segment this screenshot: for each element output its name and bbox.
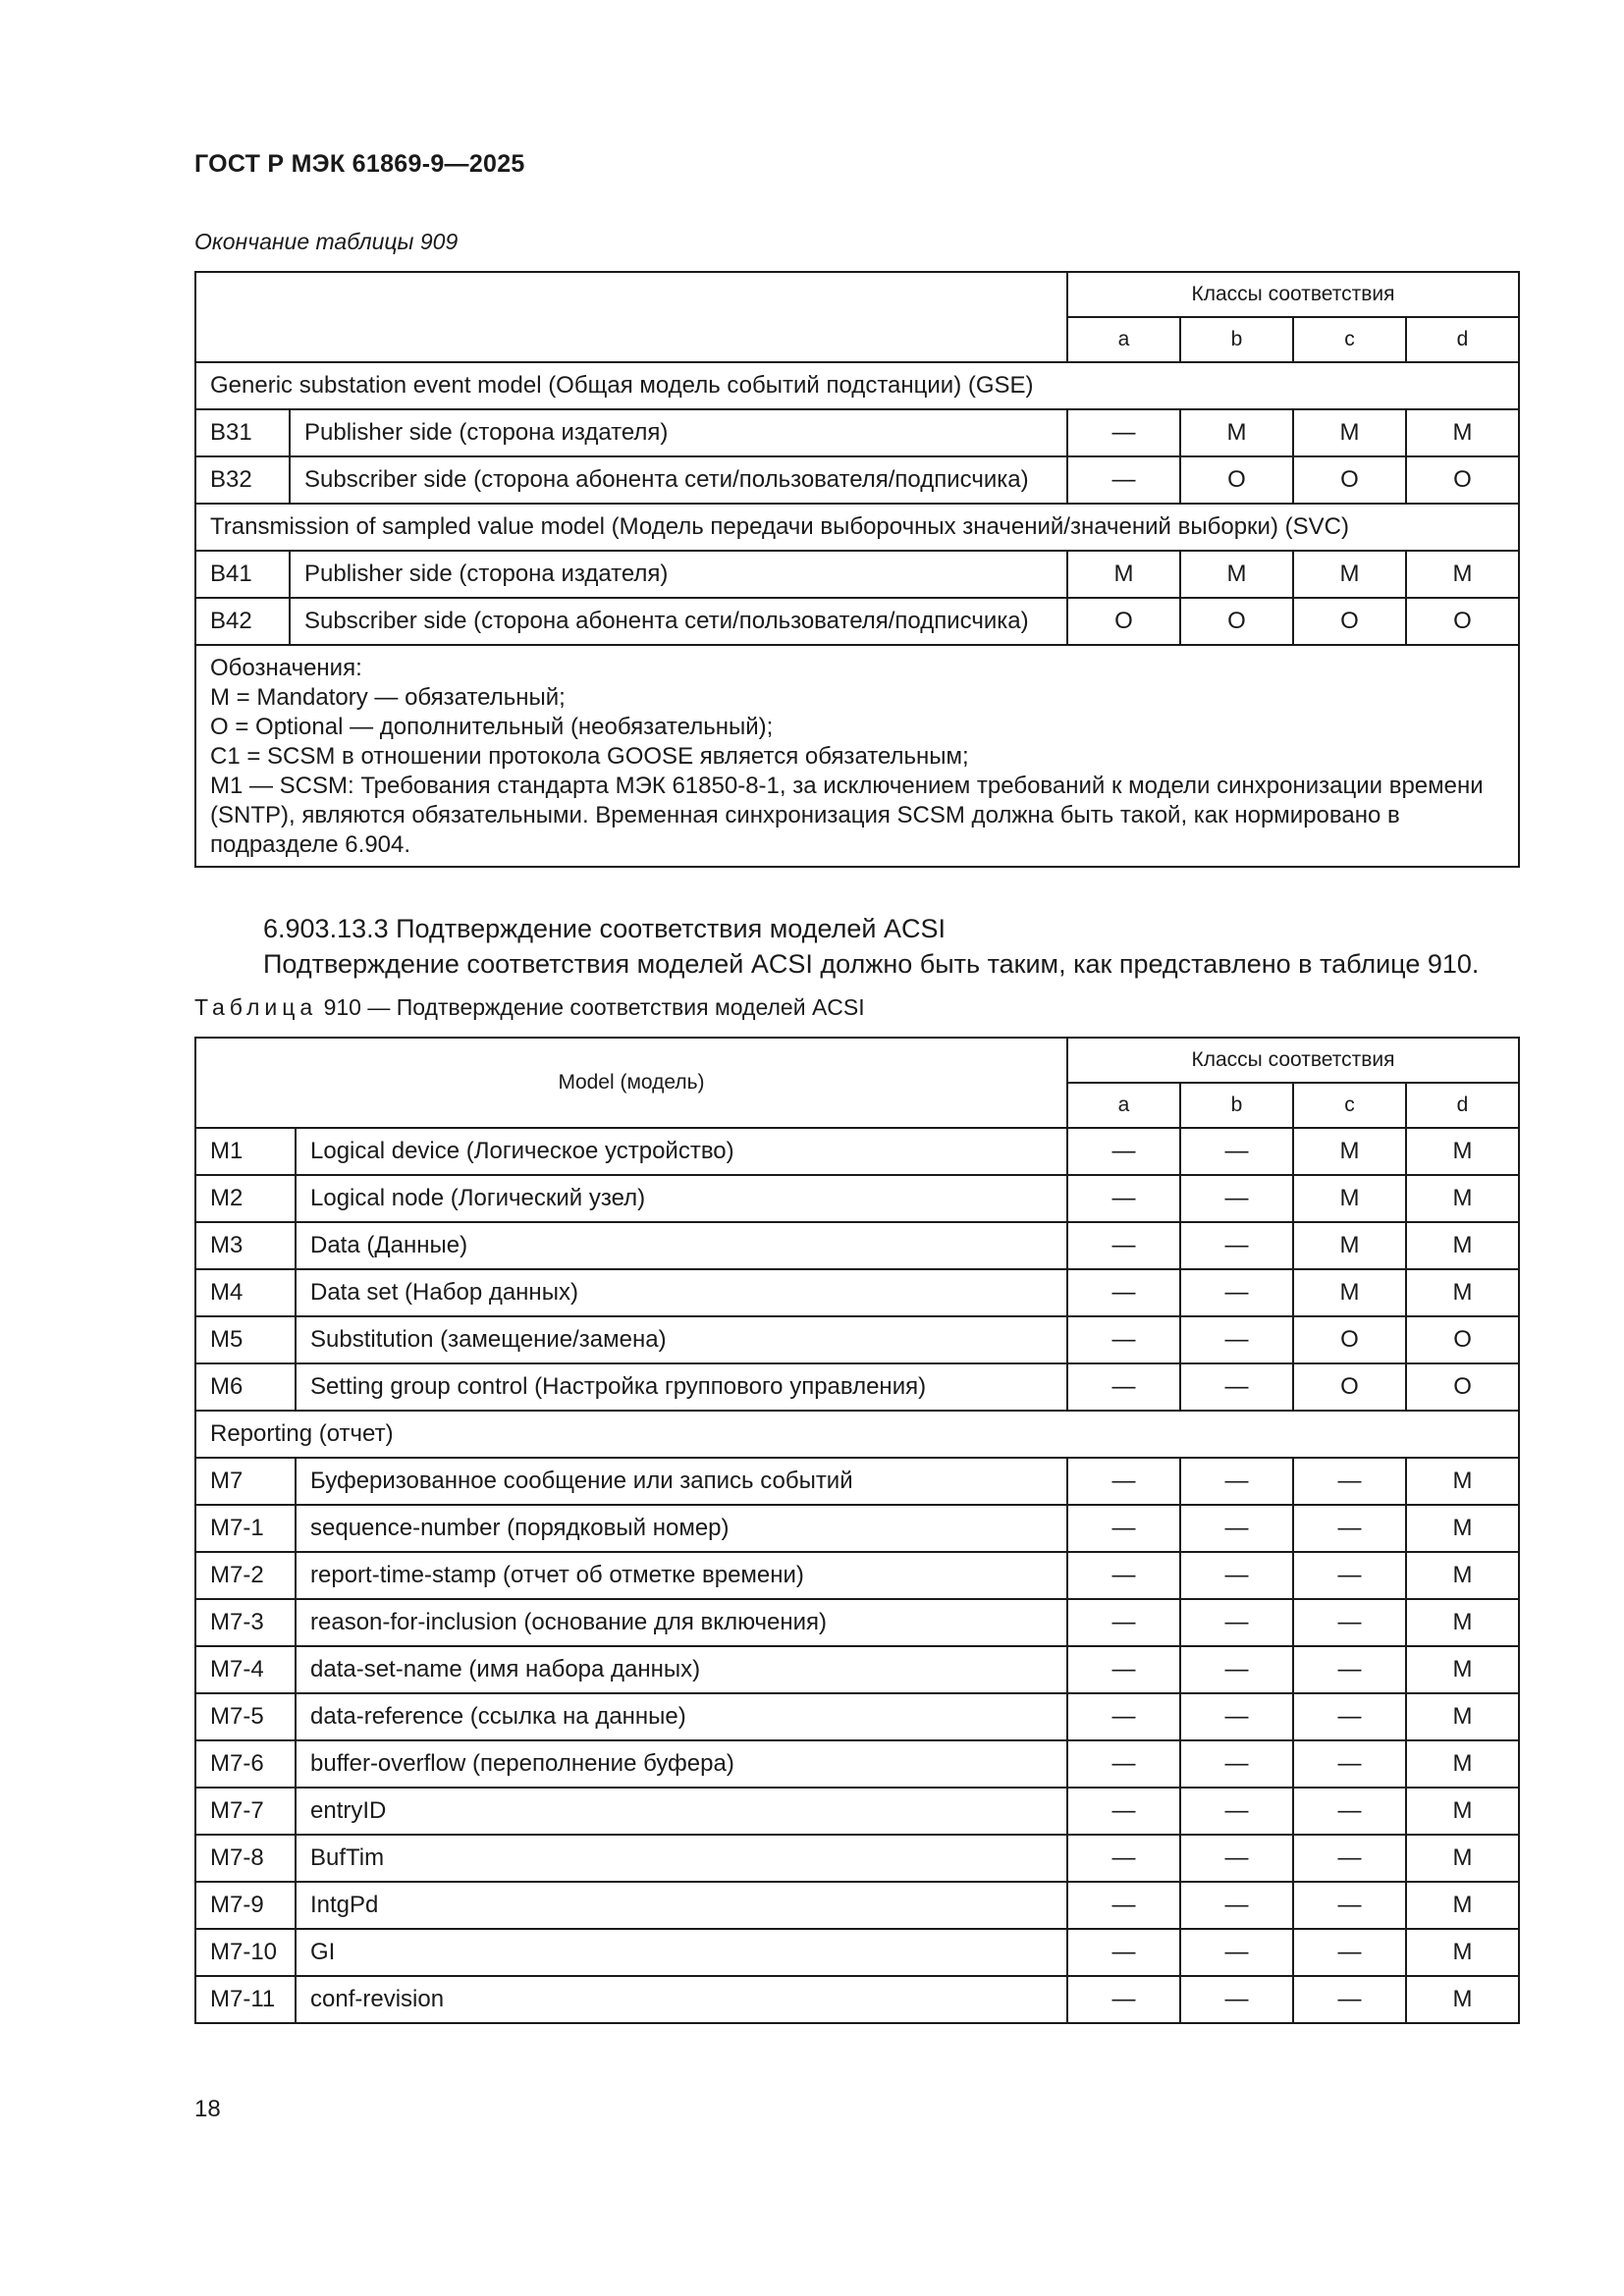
row-description: Data set (Набор данных) (296, 1269, 1067, 1316)
conformance-value: — (1180, 1740, 1293, 1788)
class-label-d: d (1406, 317, 1519, 362)
row-description: Setting group control (Настройка группового управления) (296, 1363, 1067, 1411)
row-description: entryID (296, 1788, 1067, 1835)
table-header-row (195, 272, 1519, 317)
table-row (195, 409, 1519, 456)
row-description: Logical device (Логическое устройство) (296, 1128, 1067, 1175)
row-code: M7-4 (195, 1646, 296, 1693)
table-row (195, 1882, 1519, 1929)
conformance-value: — (1067, 1929, 1180, 1976)
note-line: Обозначения: (210, 655, 362, 681)
conformance-value: M (1406, 1882, 1519, 1929)
classes-header: Классы соответствия (1067, 1038, 1519, 1083)
conformance-value: — (1067, 1693, 1180, 1740)
row-description: Logical node (Логический узел) (296, 1175, 1067, 1222)
table-910-caption-prefix: Таблица (194, 994, 318, 1020)
row-code: M7-8 (195, 1835, 296, 1882)
group-row (195, 1411, 1519, 1458)
class-label-b: b (1180, 1083, 1293, 1128)
conformance-value: — (1293, 1835, 1406, 1882)
conformance-value: — (1293, 1882, 1406, 1929)
conformance-value: — (1067, 1740, 1180, 1788)
table-row (195, 1175, 1519, 1222)
table-row (195, 456, 1519, 504)
table-row (195, 1316, 1519, 1363)
conformance-value: — (1067, 1363, 1180, 1411)
model-header: Model (модель) (195, 1038, 1067, 1128)
conformance-value: — (1180, 1552, 1293, 1599)
table-row (195, 1552, 1519, 1599)
row-description: reason-for-inclusion (основание для включения) (296, 1599, 1067, 1646)
table-row (195, 551, 1519, 598)
notes-row (195, 645, 1519, 867)
table-909-caption: Окончание таблицы 909 (194, 229, 459, 254)
conformance-value: M (1293, 1222, 1406, 1269)
conformance-value: M (1406, 1128, 1519, 1175)
table-row (195, 1646, 1519, 1693)
table-row (195, 1599, 1519, 1646)
conformance-value: — (1067, 1835, 1180, 1882)
conformance-value: — (1067, 409, 1180, 456)
classes-header: Классы соответствия (1067, 272, 1519, 317)
row-code: M1 (195, 1128, 296, 1175)
class-label-a: a (1067, 1083, 1180, 1128)
group-title: Generic substation event model (Общая модель событий подстанции) (GSE) (195, 362, 1519, 409)
row-description: data-reference (ссылка на данные) (296, 1693, 1067, 1740)
row-code: M7-9 (195, 1882, 296, 1929)
conformance-value: M (1406, 1269, 1519, 1316)
conformance-value: — (1067, 1505, 1180, 1552)
conformance-value: O (1406, 1316, 1519, 1363)
conformance-value: — (1180, 1693, 1293, 1740)
conformance-value: — (1293, 1740, 1406, 1788)
conformance-value: — (1293, 1552, 1406, 1599)
table-row (195, 1458, 1519, 1505)
conformance-value: — (1067, 1599, 1180, 1646)
table-909 (194, 271, 1520, 868)
row-code: M7-1 (195, 1505, 296, 1552)
conformance-value: — (1067, 456, 1180, 504)
row-code: M7-2 (195, 1552, 296, 1599)
class-label-c: c (1293, 1083, 1406, 1128)
table-row (195, 1269, 1519, 1316)
conformance-value: — (1180, 1505, 1293, 1552)
conformance-value: O (1293, 1363, 1406, 1411)
conformance-value: — (1293, 1693, 1406, 1740)
table-header-row (195, 1038, 1519, 1083)
class-label-a: a (1067, 317, 1180, 362)
conformance-value: — (1180, 1363, 1293, 1411)
conformance-value: O (1406, 1363, 1519, 1411)
row-code: M2 (195, 1175, 296, 1222)
conformance-value: M (1406, 1599, 1519, 1646)
row-code: M7-6 (195, 1740, 296, 1788)
conformance-value: — (1180, 1835, 1293, 1882)
conformance-value: — (1067, 1222, 1180, 1269)
row-description: buffer-overflow (переполнение буфера) (296, 1740, 1067, 1788)
table-row (195, 1740, 1519, 1788)
conformance-value: — (1180, 1788, 1293, 1835)
table-row (195, 1128, 1519, 1175)
document-header: ГОСТ Р МЭК 61869-9—2025 (194, 150, 525, 178)
table-910-caption-text: 910 — Подтверждение соответствия моделей ACSI (323, 994, 865, 1020)
row-description: GI (296, 1929, 1067, 1976)
row-code: B31 (195, 409, 290, 456)
conformance-value: — (1067, 1316, 1180, 1363)
row-code: B41 (195, 551, 290, 598)
group-row (195, 362, 1519, 409)
row-code: B32 (195, 456, 290, 504)
conformance-value: M (1293, 409, 1406, 456)
conformance-value: — (1067, 1128, 1180, 1175)
conformance-value: — (1293, 1646, 1406, 1693)
conformance-value: — (1180, 1976, 1293, 2023)
conformance-value: O (1406, 598, 1519, 645)
group-title: Transmission of sampled value model (Модель передачи выборочных значений/значений выборки) (SVC) (195, 504, 1519, 551)
conformance-value: M (1406, 1222, 1519, 1269)
row-description: Publisher side (сторона издателя) (290, 551, 1067, 598)
section-text: Подтверждение соответствия моделей ACSI должно быть таким, как представлено в таблице 910. (263, 949, 1480, 979)
group-row (195, 504, 1519, 551)
note-line: M1 — SCSM: Требования стандарта МЭК 61850-8-1, за исключением требований к модели синхронизации времени (SNTP), являются обязательными. Временная синхронизация SCSM должна быть такой, как нормировано в подразделе 6.904. (210, 773, 1484, 858)
conformance-value: M (1406, 1458, 1519, 1505)
conformance-value: — (1067, 1175, 1180, 1222)
conformance-value: — (1180, 1175, 1293, 1222)
row-description: Буферизованное сообщение или запись событий (296, 1458, 1067, 1505)
conformance-value: — (1067, 1458, 1180, 1505)
conformance-value: — (1067, 1976, 1180, 2023)
row-code: M7-10 (195, 1929, 296, 1976)
conformance-value: M (1293, 1128, 1406, 1175)
conformance-value: — (1067, 1269, 1180, 1316)
conformance-value: — (1180, 1646, 1293, 1693)
table-row (195, 1788, 1519, 1835)
table-row (195, 598, 1519, 645)
conformance-value: — (1293, 1929, 1406, 1976)
table-row (195, 1929, 1519, 1976)
conformance-value: — (1067, 1646, 1180, 1693)
row-code: B42 (195, 598, 290, 645)
conformance-value: M (1406, 1740, 1519, 1788)
note-line: O = Optional — дополнительный (необязательный); (210, 714, 774, 740)
row-code: M7 (195, 1458, 296, 1505)
conformance-value: M (1406, 1552, 1519, 1599)
conformance-value: — (1180, 1316, 1293, 1363)
conformance-value: O (1293, 1316, 1406, 1363)
row-description: Subscriber side (сторона абонента сети/пользователя/подписчика) (290, 598, 1067, 645)
conformance-value: M (1406, 409, 1519, 456)
row-description: report-time-stamp (отчет об отметке времени) (296, 1552, 1067, 1599)
conformance-value: M (1406, 1976, 1519, 2023)
row-code: M3 (195, 1222, 296, 1269)
conformance-value: O (1067, 598, 1180, 645)
class-label-d: d (1406, 1083, 1519, 1128)
conformance-value: M (1293, 1175, 1406, 1222)
table-row (195, 1363, 1519, 1411)
conformance-value: M (1293, 1269, 1406, 1316)
group-title: Reporting (отчет) (195, 1411, 1519, 1458)
row-description: IntgPd (296, 1882, 1067, 1929)
conformance-value: M (1067, 551, 1180, 598)
class-label-c: c (1293, 317, 1406, 362)
conformance-value: O (1180, 456, 1293, 504)
conformance-value: M (1406, 1929, 1519, 1976)
conformance-value: — (1293, 1788, 1406, 1835)
row-description: Subscriber side (сторона абонента сети/пользователя/подписчика) (290, 456, 1067, 504)
row-code: M7-5 (195, 1693, 296, 1740)
row-description: sequence-number (порядковый номер) (296, 1505, 1067, 1552)
conformance-value: O (1406, 456, 1519, 504)
table-row (195, 1505, 1519, 1552)
section-6-903-13-3 (263, 911, 1479, 982)
conformance-value: M (1180, 409, 1293, 456)
conformance-value: — (1067, 1882, 1180, 1929)
conformance-value: — (1180, 1599, 1293, 1646)
conformance-value: — (1067, 1552, 1180, 1599)
conformance-value: — (1180, 1458, 1293, 1505)
conformance-value: — (1067, 1788, 1180, 1835)
conformance-value: — (1180, 1222, 1293, 1269)
row-description: Publisher side (сторона издателя) (290, 409, 1067, 456)
note-line: C1 = SCSM в отношении протокола GOOSE является обязательным; (210, 743, 969, 770)
section-heading: 6.903.13.3 Подтверждение соответствия моделей ACSI (263, 914, 946, 943)
row-code: M7-3 (195, 1599, 296, 1646)
conformance-value: M (1293, 551, 1406, 598)
table-910-caption (194, 994, 865, 1021)
conformance-value: — (1180, 1128, 1293, 1175)
conformance-value: O (1293, 598, 1406, 645)
conformance-value: M (1406, 1646, 1519, 1693)
conformance-value: M (1406, 1835, 1519, 1882)
conformance-value: M (1406, 551, 1519, 598)
conformance-value: O (1293, 456, 1406, 504)
note-line: M = Mandatory — обязательный; (210, 684, 566, 711)
table-row (195, 1222, 1519, 1269)
conformance-value: — (1180, 1929, 1293, 1976)
row-description: Substitution (замещение/замена) (296, 1316, 1067, 1363)
page-number: 18 (194, 2096, 221, 2122)
row-code: M4 (195, 1269, 296, 1316)
row-description: Data (Данные) (296, 1222, 1067, 1269)
class-label-b: b (1180, 317, 1293, 362)
conformance-value: O (1180, 598, 1293, 645)
row-description: conf-revision (296, 1976, 1067, 2023)
notes-cell (195, 645, 1519, 867)
conformance-value: — (1180, 1882, 1293, 1929)
table-910 (194, 1037, 1520, 2024)
row-code: M7-11 (195, 1976, 296, 2023)
table-row (195, 1976, 1519, 2023)
row-code: M7-7 (195, 1788, 296, 1835)
conformance-value: — (1293, 1458, 1406, 1505)
conformance-value: — (1293, 1599, 1406, 1646)
conformance-value: — (1293, 1505, 1406, 1552)
conformance-value: — (1293, 1976, 1406, 2023)
conformance-value: M (1406, 1788, 1519, 1835)
conformance-value: M (1180, 551, 1293, 598)
header-blank-cell (195, 272, 1067, 362)
conformance-value: — (1180, 1269, 1293, 1316)
conformance-value: M (1406, 1175, 1519, 1222)
row-description: data-set-name (имя набора данных) (296, 1646, 1067, 1693)
row-description: BufTim (296, 1835, 1067, 1882)
row-code: M6 (195, 1363, 296, 1411)
conformance-value: M (1406, 1505, 1519, 1552)
row-code: M5 (195, 1316, 296, 1363)
table-row (195, 1835, 1519, 1882)
conformance-value: M (1406, 1693, 1519, 1740)
table-row (195, 1693, 1519, 1740)
